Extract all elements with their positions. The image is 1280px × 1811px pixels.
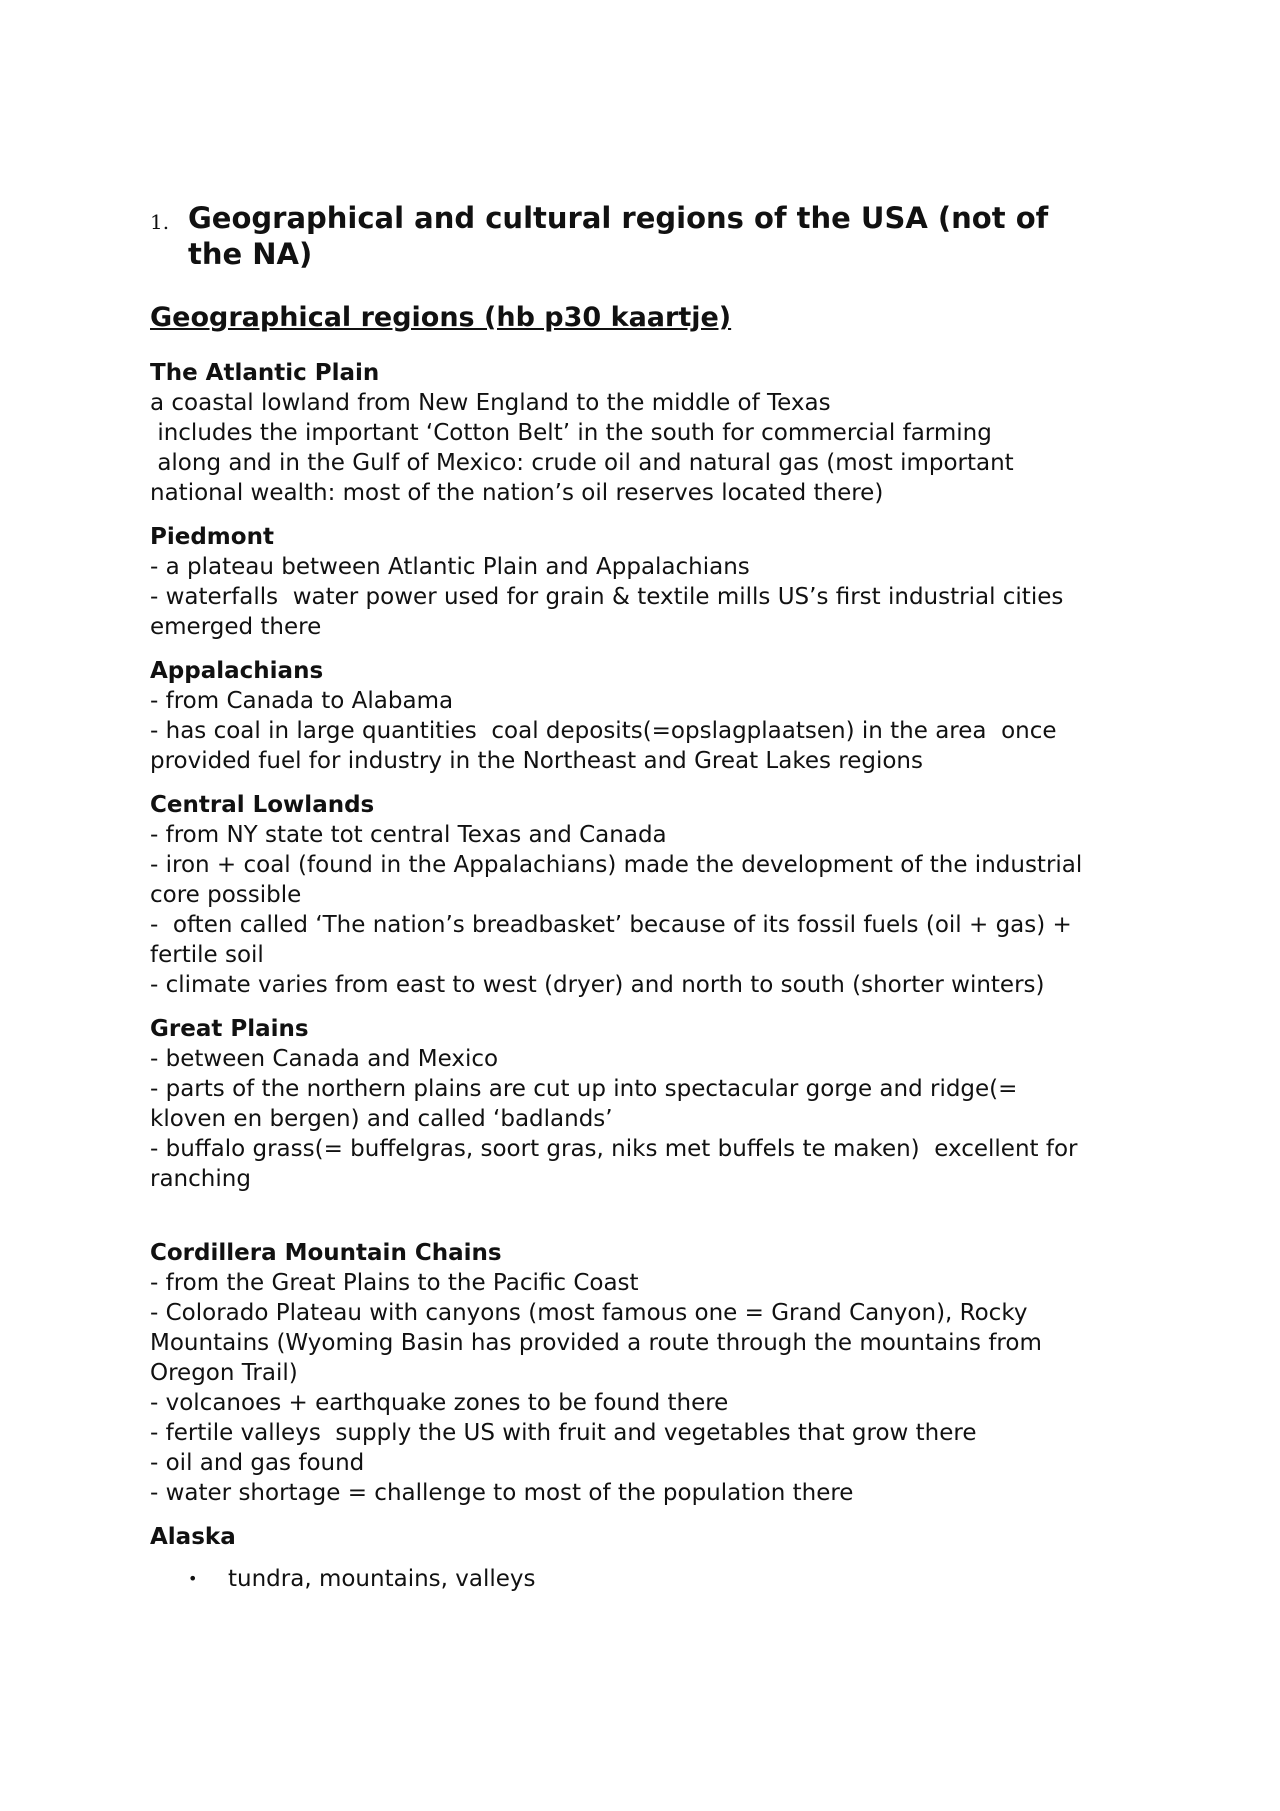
region-text-line: national wealth: most of the nation’s oil reserves located there) bbox=[150, 480, 884, 506]
region-title: Cordillera Mountain Chains bbox=[150, 1240, 502, 1266]
region-title: Great Plains bbox=[150, 1016, 309, 1042]
region-text-line: - often called ‘The nation’s breadbasket’ because of its fossil fuels (oil + gas) + bbox=[150, 912, 1072, 938]
region-text-line: fertile soil bbox=[150, 942, 264, 968]
region-text-line: - from the Great Plains to the Pacific Coast bbox=[150, 1270, 639, 1296]
region-block-central-lowlands bbox=[150, 790, 1130, 1000]
region-text-line: - has coal in large quantities coal deposits(=opslagplaatsen) in the area once bbox=[150, 718, 1057, 744]
region-block-piedmont bbox=[150, 522, 1130, 642]
region-block-atlantic-plain bbox=[150, 358, 1130, 508]
region-text-line: - a plateau between Atlantic Plain and Appalachians bbox=[150, 554, 750, 580]
region-text-line: emerged there bbox=[150, 614, 322, 640]
document-page bbox=[150, 200, 1130, 1608]
region-text-line: kloven en bergen) and called ‘badlands’ bbox=[150, 1106, 613, 1132]
region-text-line: ranching bbox=[150, 1166, 251, 1192]
region-text-line: core possible bbox=[150, 882, 302, 908]
region-text-line: - volcanoes + earthquake zones to be found there bbox=[150, 1390, 729, 1416]
chapter-number: 1. bbox=[150, 210, 170, 234]
region-text-line: - parts of the northern plains are cut up into spectacular gorge and ridge(= bbox=[150, 1076, 1018, 1102]
region-text-line: along and in the Gulf of Mexico: crude oil and natural gas (most important bbox=[150, 450, 1014, 476]
bullet-icon: • bbox=[188, 1569, 198, 1588]
region-block-great-plains bbox=[150, 1014, 1130, 1194]
region-title: Appalachians bbox=[150, 658, 324, 684]
chapter-title bbox=[188, 200, 1048, 272]
region-block-appalachians bbox=[150, 656, 1130, 776]
region-text-line: provided fuel for industry in the Northeast and Great Lakes regions bbox=[150, 748, 923, 774]
region-title: Central Lowlands bbox=[150, 792, 375, 818]
bullet-list bbox=[150, 1564, 1130, 1594]
region-title: Piedmont bbox=[150, 524, 274, 550]
list-item bbox=[150, 1564, 1130, 1594]
chapter-title-line: Geographical and cultural regions of the USA (not of bbox=[188, 201, 1049, 235]
region-text-line: Mountains (Wyoming Basin has provided a route through the mountains from bbox=[150, 1330, 1042, 1356]
region-text-line: - from NY state tot central Texas and Canada bbox=[150, 822, 667, 848]
region-text-line: Oregon Trail) bbox=[150, 1360, 298, 1386]
region-text-line: - iron + coal (found in the Appalachians) made the development of the industrial bbox=[150, 852, 1083, 878]
chapter-heading bbox=[150, 200, 1130, 272]
region-text-line: - from Canada to Alabama bbox=[150, 688, 454, 714]
region-text-line: - buffalo grass(= buffelgras, soort gras, niks met buffels te maken) excellent for bbox=[150, 1136, 1078, 1162]
region-text-line: a coastal lowland from New England to the middle of Texas bbox=[150, 390, 831, 416]
region-text-line: - oil and gas found bbox=[150, 1450, 365, 1476]
region-title: The Atlantic Plain bbox=[150, 360, 380, 386]
region-text-line: includes the important ‘Cotton Belt’ in the south for commercial farming bbox=[150, 420, 992, 446]
list-item-text: tundra, mountains, valleys bbox=[228, 1566, 536, 1592]
chapter-title-line: the NA) bbox=[188, 237, 313, 271]
region-block-cordillera bbox=[150, 1238, 1130, 1508]
region-text-line: - Colorado Plateau with canyons (most famous one = Grand Canyon), Rocky bbox=[150, 1300, 1028, 1326]
region-title: Alaska bbox=[150, 1524, 236, 1550]
region-block-alaska bbox=[150, 1522, 1130, 1594]
region-text-line: - waterfalls water power used for grain & textile mills US’s first industrial cities bbox=[150, 584, 1064, 610]
region-text-line: - water shortage = challenge to most of the population there bbox=[150, 1480, 854, 1506]
region-text-line: - between Canada and Mexico bbox=[150, 1046, 499, 1072]
region-text-line: - fertile valleys supply the US with fruit and vegetables that grow there bbox=[150, 1420, 977, 1446]
region-text-line: - climate varies from east to west (dryer) and north to south (shorter winters) bbox=[150, 972, 1045, 998]
section-title: Geographical regions (hb p30 kaartje) bbox=[150, 302, 732, 333]
